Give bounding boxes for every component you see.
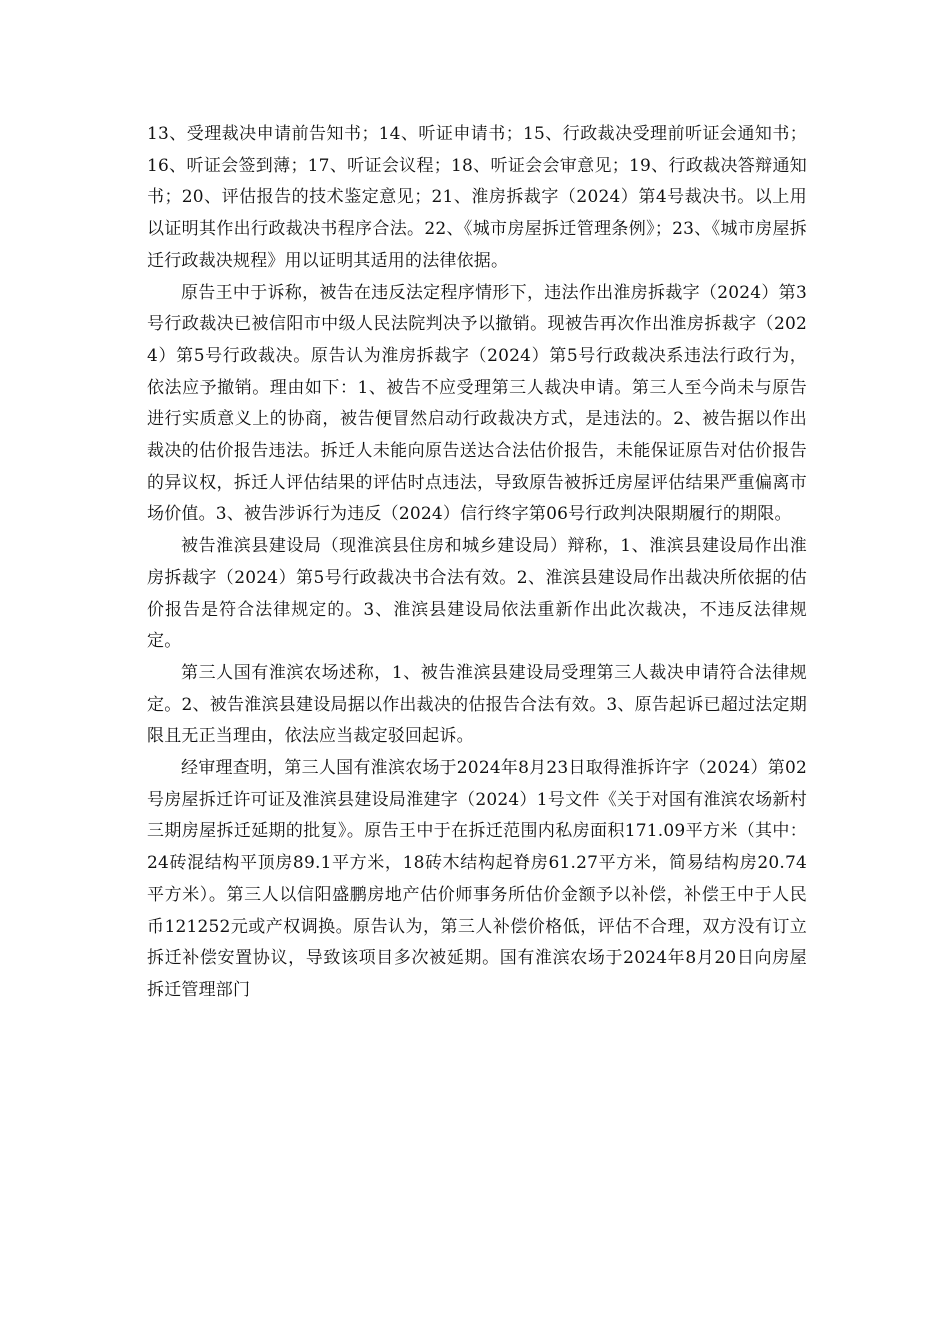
paragraph-facts-found: 经审理查明，第三人国有淮滨农场于2024年8月23日取得淮拆许字（2024）第02号房屋拆迁许可证及淮滨县建设局淮建字（2024）1号文件《关于对国有淮滨农场新村三期房屋拆迁延期的批复》。原告王中于在拆迁范围内私房面积171.09平方米（其中：24砖混结构平顶房89.1平方米，18砖木结构起脊房61.27平方米，简易结构房20.74平方米）。第三人以信阳盛鹏房地产估价师事务所估价金额予以补偿，补偿王中于人民币121252元或产权调换。原告认为，第三人补偿价格低，评估不合理，双方没有订立拆迁补偿安置协议，导致该项目多次被延期。国有淮滨农场于2024年8月20日向房屋拆迁管理部门 xyxy=(147,758,807,1000)
paragraph-third-party-statement: 第三人国有淮滨农场述称，1、被告淮滨县建设局受理第三人裁决申请符合法律规定。2、被告淮滨县建设局据以作出裁决的估报告合法有效。3、原告起诉已超过法定期限且无正当理由，依法应当裁定驳回起诉。 xyxy=(147,662,807,747)
paragraph-evidence-list: 13、受理裁决申请前告知书；14、听证申请书；15、行政裁决受理前听证会通知书；16、听证会签到薄；17、听证会议程；18、听证会会审意见；19、行政裁决答辩通知书；20、评估报告的技术鉴定意见；21、淮房拆裁字（2024）第4号裁决书。以上用以证明其作出行政裁决书程序合法。22、《城市房屋拆迁管理条例》；23、《城市房屋拆迁行政裁决规程》用以证明其适用的法律依据。 xyxy=(147,124,807,271)
document-page xyxy=(147,119,807,1007)
paragraph-plaintiff-claim: 原告王中于诉称，被告在违反法定程序情形下，违法作出淮房拆裁字（2024）第3号行政裁决已被信阳市中级人民法院判决予以撤销。现被告再次作出淮房拆裁字（2024）第5号行政裁决。原告认为淮房拆裁字（2024）第5号行政裁决系违法行政行为，依法应予撤销。理由如下：1、被告不应受理第三人裁决申请。第三人至今尚未与原告进行实质意义上的协商，被告便冒然启动行政裁决方式，是违法的。2、被告据以作出裁决的估价报告违法。拆迁人未能向原告送达合法估价报告，未能保证原告对估价报告的异议权，拆迁人评估结果的评估时点违法，导致原告被拆迁房屋评估结果严重偏离市场价值。3、被告涉诉行为违反（2024）信行终字第06号行政判决限期履行的期限。 xyxy=(147,282,807,525)
paragraph-defendant-defense: 被告淮滨县建设局（现淮滨县住房和城乡建设局）辩称，1、淮滨县建设局作出淮房拆裁字（2024）第5号行政裁决书合法有效。2、淮滨县建设局作出裁决所依据的估价报告是符合法律规定的。3、淮滨县建设局依法重新作出此次裁决，不违反法律规定。 xyxy=(147,536,807,652)
